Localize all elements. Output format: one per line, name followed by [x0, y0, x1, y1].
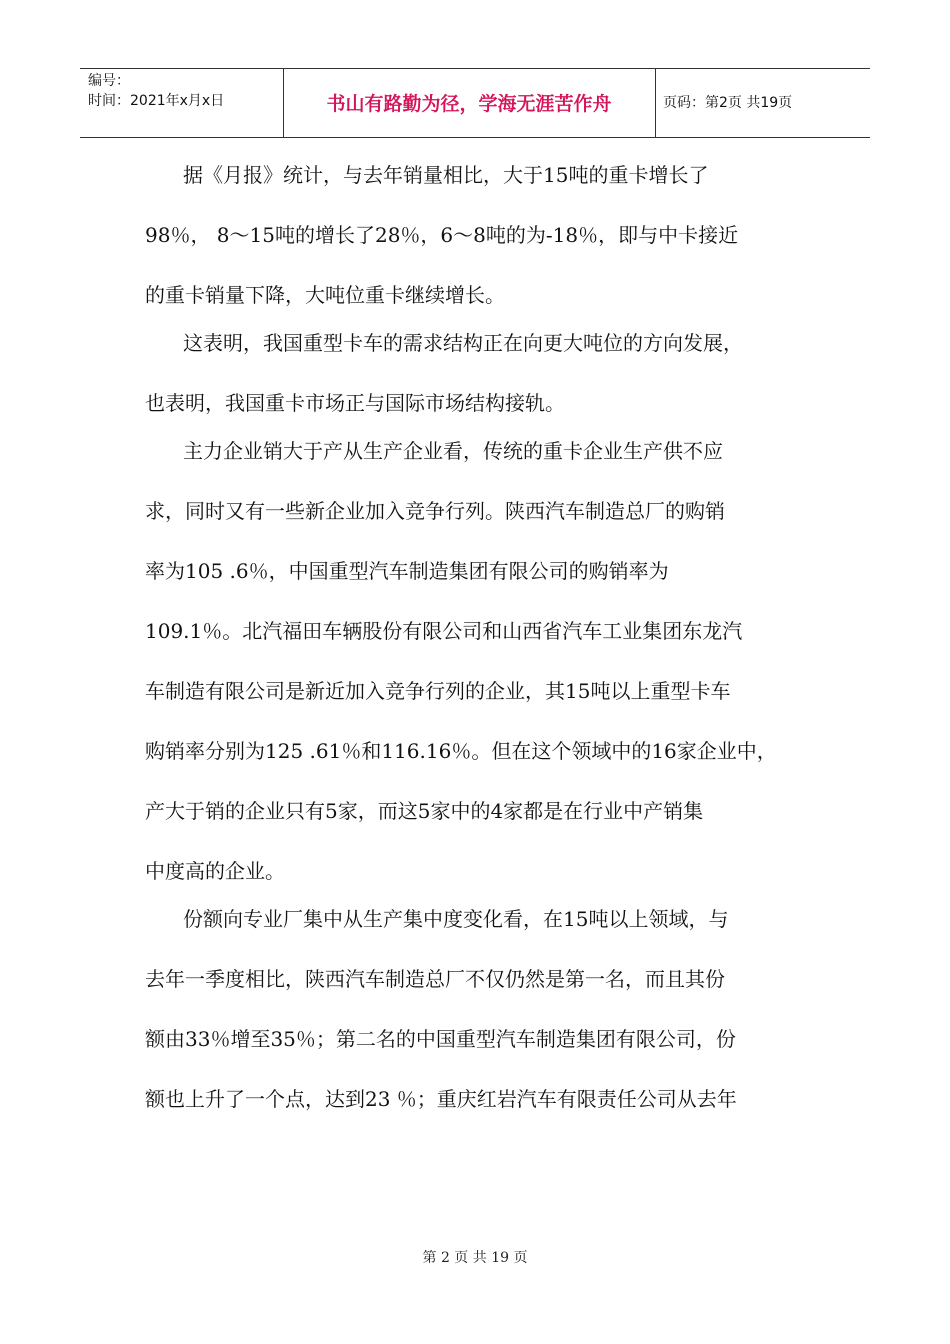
paragraph-line: 109.1％。北汽福田车辆股份有限公司和山西省汽车工业集团东龙汽	[145, 619, 743, 643]
paragraph-line: 产大于销的企业只有5家，而这5家中的4家都是在行业中产销集	[145, 799, 704, 823]
paragraph-line: 这表明，我国重型卡车的需求结构正在向更大吨位的方向发展，	[183, 331, 743, 355]
paragraph-line: 中度高的企业。	[145, 859, 285, 883]
paragraph	[145, 904, 825, 1114]
paragraph-line: 也表明，我国重卡市场正与国际市场结构接轨。	[145, 391, 565, 415]
header-page-info: 页码：第2页 共19页	[663, 95, 793, 111]
document-code-label: 编号：	[88, 73, 130, 89]
header-page-cell	[655, 69, 870, 137]
header-motto: 书山有路勤为径，学海无涯苦作舟	[326, 93, 612, 115]
paragraph-line: 据《月报》统计，与去年销量相比，大于15吨的重卡增长了	[183, 163, 709, 187]
page-header	[80, 68, 870, 138]
paragraph-line: 车制造有限公司是新近加入竞争行列的企业，其15吨以上重型卡车	[145, 679, 731, 703]
paragraph-line: 求，同时又有一些新企业加入竞争行列。陕西汽车制造总厂的购销	[145, 499, 725, 523]
paragraph-line: 98％， 8～15吨的增长了28％，6～8吨的为-18％，即与中卡接近	[145, 223, 739, 247]
paragraph	[145, 160, 825, 310]
paragraph-line: 份额向专业厂集中从生产集中度变化看，在15吨以上领域，与	[183, 907, 729, 931]
paragraph-line: 额由33％增至35％；第二名的中国重型汽车制造集团有限公司，份	[145, 1027, 736, 1051]
page-footer: 第 2 页 共 19 页	[422, 1250, 528, 1266]
paragraph-line: 去年一季度相比，陕西汽车制造总厂不仅仍然是第一名，而且其份	[145, 967, 725, 991]
document-body	[145, 160, 825, 1132]
paragraph-line: 的重卡销量下降，大吨位重卡继续增长。	[145, 283, 505, 307]
paragraph-line: 率为105 .6％，中国重型汽车制造集团有限公司的购销率为	[145, 559, 669, 583]
paragraph-line: 购销率分别为125 .61％和116.16％。但在这个领域中的16家企业中，	[145, 739, 777, 763]
header-motto-cell	[283, 69, 656, 137]
document-time-label: 时间：2021年x月x日	[88, 93, 225, 109]
paragraph	[145, 436, 825, 886]
header-meta-cell	[80, 69, 284, 137]
paragraph	[145, 328, 825, 418]
paragraph-line: 主力企业销大于产从生产企业看，传统的重卡企业生产供不应	[183, 439, 723, 463]
paragraph-line: 额也上升了一个点，达到23 ％；重庆红岩汽车有限责任公司从去年	[145, 1087, 737, 1111]
